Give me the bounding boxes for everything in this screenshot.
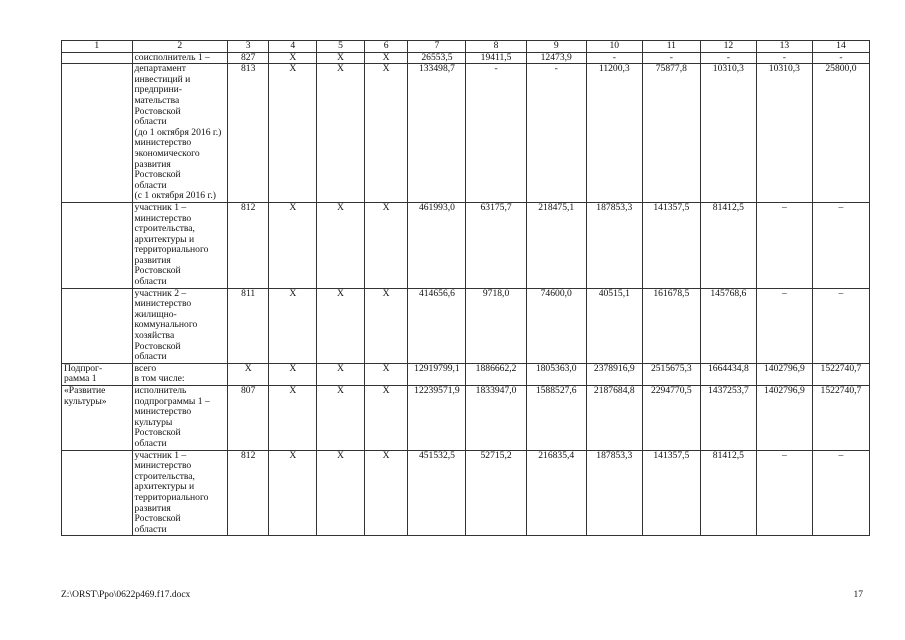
value-cell: 807 [227, 386, 268, 451]
value-cell: Х [317, 386, 365, 451]
value-cell: 12919799,1 [408, 363, 466, 385]
column-number: 8 [466, 41, 526, 53]
value-cell: - [526, 64, 586, 203]
value-cell: 1664434,8 [700, 363, 756, 385]
value-cell: 145768,6 [700, 288, 756, 363]
value-cell: 218475,1 [526, 202, 586, 288]
value-cell: 1833947,0 [466, 386, 526, 451]
value-cell: 811 [227, 288, 268, 363]
value-cell: Х [269, 64, 317, 203]
value-cell: 2515675,3 [642, 363, 700, 385]
value-cell: – [812, 288, 869, 363]
column-number: 6 [364, 41, 408, 53]
value-cell: 812 [227, 450, 268, 536]
value-cell: - [466, 64, 526, 203]
column-number: 7 [408, 41, 466, 53]
value-cell: – [812, 450, 869, 536]
value-cell: 12239571,9 [408, 386, 466, 451]
value-cell: 827 [227, 52, 268, 64]
table-row [62, 363, 870, 385]
value-cell: 81412,5 [700, 450, 756, 536]
value-cell: Х [364, 64, 408, 203]
value-cell: 9718,0 [466, 288, 526, 363]
column-number: 11 [642, 41, 700, 53]
executor-cell: участник 2 – министерство жилищно- коммунального хозяйства Ростовской области [132, 288, 227, 363]
value-cell: 63175,7 [466, 202, 526, 288]
value-cell: 1402796,9 [756, 386, 812, 451]
column-number: 2 [132, 41, 227, 53]
value-cell: 141357,5 [642, 450, 700, 536]
budget-table [61, 40, 870, 536]
value-cell: Х [227, 363, 268, 385]
value-cell: 2187684,8 [586, 386, 642, 451]
value-cell: 187853,3 [586, 202, 642, 288]
value-cell: Х [364, 52, 408, 64]
value-cell: 1588527,6 [526, 386, 586, 451]
value-cell: Х [269, 52, 317, 64]
value-cell: Х [364, 202, 408, 288]
program-name-cell [62, 450, 133, 536]
column-number: 3 [227, 41, 268, 53]
value-cell: Х [317, 363, 365, 385]
program-name-cell [62, 52, 133, 64]
value-cell: 11200,3 [586, 64, 642, 203]
value-cell: 52715,2 [466, 450, 526, 536]
value-cell: Х [269, 363, 317, 385]
value-cell: 161678,5 [642, 288, 700, 363]
program-name-cell: «Развитие культуры» [62, 386, 133, 451]
value-cell: Х [317, 64, 365, 203]
table-row [62, 386, 870, 451]
value-cell: 187853,3 [586, 450, 642, 536]
value-cell: Х [364, 288, 408, 363]
value-cell: 1522740,7 [812, 386, 869, 451]
value-cell: 12473,9 [526, 52, 586, 64]
value-cell: 133498,7 [408, 64, 466, 203]
value-cell: 812 [227, 202, 268, 288]
value-cell: 75877,8 [642, 64, 700, 203]
table-row [62, 52, 870, 64]
value-cell: Х [269, 450, 317, 536]
value-cell: 2294770,5 [642, 386, 700, 451]
value-cell: 1437253,7 [700, 386, 756, 451]
value-cell: 1522740,7 [812, 363, 869, 385]
value-cell: Х [317, 202, 365, 288]
value-cell: Х [317, 450, 365, 536]
value-cell: 216835,4 [526, 450, 586, 536]
table-row [62, 288, 870, 363]
value-cell: 414656,6 [408, 288, 466, 363]
column-number: 10 [586, 41, 642, 53]
executor-cell: всего в том числе: [132, 363, 227, 385]
value-cell: 26553,5 [408, 52, 466, 64]
value-cell: Х [364, 450, 408, 536]
value-cell: 10310,3 [756, 64, 812, 203]
value-cell: 141357,5 [642, 202, 700, 288]
value-cell: Х [269, 288, 317, 363]
value-cell: - [812, 52, 869, 64]
value-cell: Х [317, 52, 365, 64]
value-cell: 1805363,0 [526, 363, 586, 385]
column-number: 1 [62, 41, 133, 53]
value-cell: 451532,5 [408, 450, 466, 536]
column-number: 13 [756, 41, 812, 53]
value-cell: 2378916,9 [586, 363, 642, 385]
value-cell: – [756, 288, 812, 363]
footer-page-number: 17 [853, 590, 863, 600]
program-name-cell [62, 288, 133, 363]
value-cell: 813 [227, 64, 268, 203]
value-cell: Х [364, 386, 408, 451]
table-body [62, 41, 870, 536]
value-cell: 1886662,2 [466, 363, 526, 385]
table-row [62, 64, 870, 203]
value-cell: Х [364, 363, 408, 385]
executor-cell: участник 1 – министерство строительства, архитектуры и территориального развития Ростовской области [132, 202, 227, 288]
value-cell: Х [269, 202, 317, 288]
value-cell: - [586, 52, 642, 64]
column-number: 12 [700, 41, 756, 53]
value-cell: 40515,1 [586, 288, 642, 363]
footer-file-path: Z:\ORST\Ppo\0622p469.f17.docx [61, 590, 191, 600]
value-cell: – [756, 202, 812, 288]
value-cell: 461993,0 [408, 202, 466, 288]
program-name-cell: Подпрог- рамма 1 [62, 363, 133, 385]
value-cell: 10310,3 [700, 64, 756, 203]
program-name-cell [62, 64, 133, 203]
value-cell: - [700, 52, 756, 64]
value-cell: 19411,5 [466, 52, 526, 64]
column-number: 4 [269, 41, 317, 53]
value-cell: Х [317, 288, 365, 363]
table-row [62, 450, 870, 536]
value-cell: 25800,0 [812, 64, 869, 203]
value-cell: – [812, 202, 869, 288]
executor-cell: исполнитель подпрограммы 1 – министерство культуры Ростовской области [132, 386, 227, 451]
value-cell: - [756, 52, 812, 64]
executor-cell: участник 1 – министерство строительства, архитектуры и территориального развития Ростовской области [132, 450, 227, 536]
value-cell: 1402796,9 [756, 363, 812, 385]
program-name-cell [62, 202, 133, 288]
value-cell: 74600,0 [526, 288, 586, 363]
table-row [62, 202, 870, 288]
value-cell: Х [269, 386, 317, 451]
column-number: 14 [812, 41, 869, 53]
executor-cell: соисполнитель 1 – [132, 52, 227, 64]
value-cell: - [642, 52, 700, 64]
column-number: 9 [526, 41, 586, 53]
value-cell: – [756, 450, 812, 536]
value-cell: 81412,5 [700, 202, 756, 288]
executor-cell: департамент инвестиций и предприни- мательства Ростовской области (до 1 октября 2016 г.) министерство экономического развития Ростовской области (с 1 октября 2016 г.) [132, 64, 227, 203]
column-number-row [62, 41, 870, 53]
column-number: 5 [317, 41, 365, 53]
